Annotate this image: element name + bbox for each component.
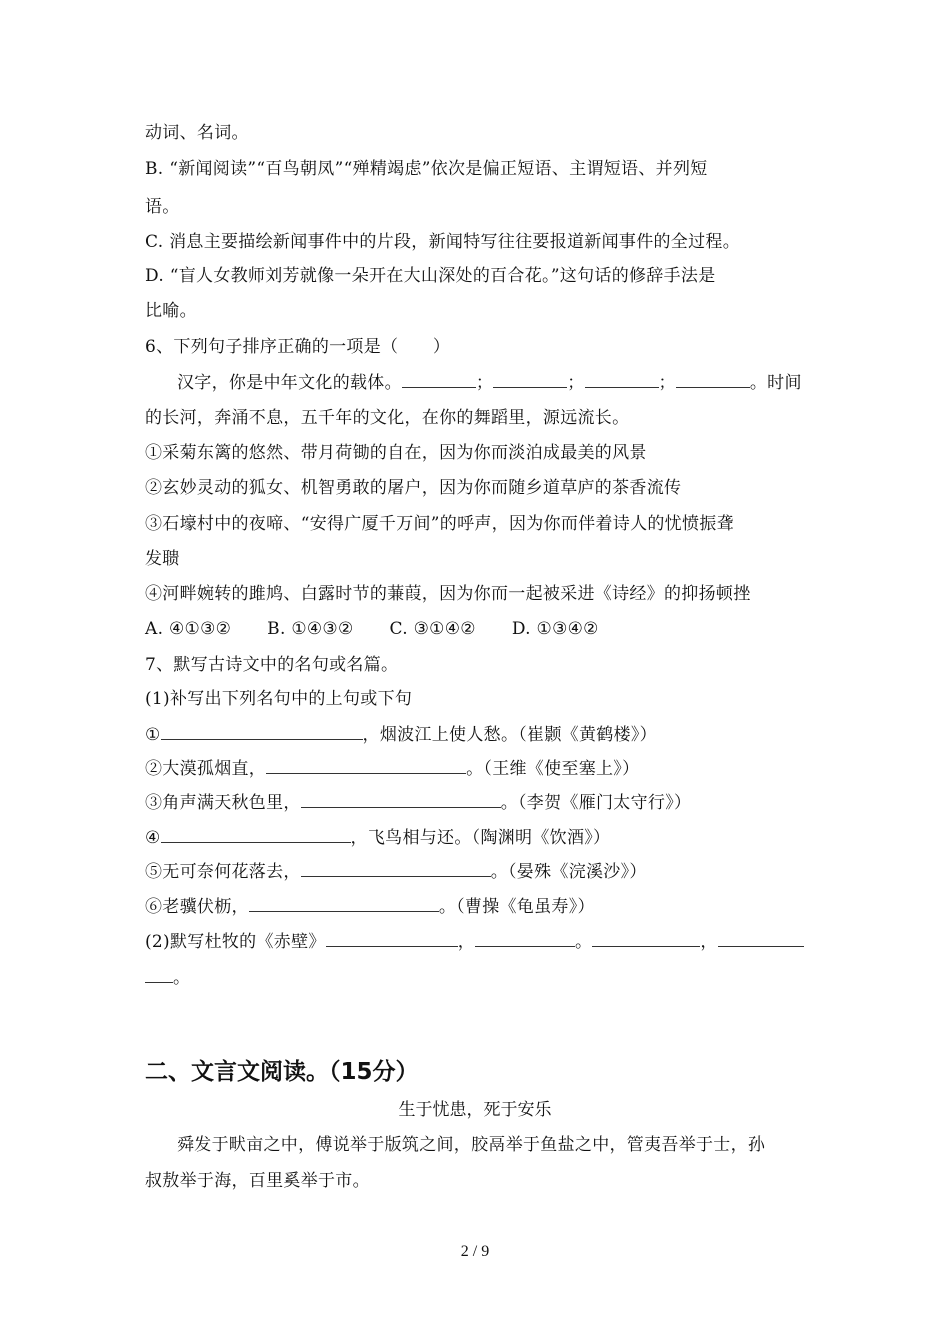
- answer-blank: [585, 371, 659, 388]
- item-marker: ④: [145, 828, 161, 848]
- text-line: 比喻。: [145, 301, 197, 321]
- stem-text: 汉字，你是中年文化的载体。: [177, 373, 402, 393]
- punct: ，: [457, 932, 475, 952]
- poem-fill-1: [145, 723, 657, 746]
- poem-text: ⑤无可奈何花落去，: [145, 862, 301, 882]
- poem-text: (2)默写杜牧的《赤壁》: [145, 932, 326, 952]
- passage-line-1: 舜发于畎亩之中，傅说举于版筑之间，胶鬲举于鱼盐之中，管夷吾举于士，孙: [177, 1135, 766, 1155]
- option-c-q5: C. 消息主要描绘新闻事件中的片段，新闻特写往往要报道新闻事件的全过程。: [145, 232, 741, 252]
- answer-blank: [161, 826, 351, 843]
- answer-blank: [676, 371, 750, 388]
- poem-fill-5: [145, 860, 647, 883]
- answer-blank: [326, 930, 458, 947]
- question-7: 7、默写古诗文中的名句或名篇。: [145, 655, 399, 675]
- text-line: 动词、名词。: [145, 123, 249, 143]
- passage-title: 生于忧患，死于安乐: [398, 1100, 552, 1120]
- answer-blank: [249, 895, 439, 912]
- poem-text: 。（曹操《龟虽寿》）: [438, 897, 595, 917]
- choice-options: [145, 618, 599, 640]
- answer-blank: [145, 966, 173, 983]
- poem-text: ，烟波江上使人愁。（崔颢《黄鹤楼》）: [362, 725, 657, 745]
- punct: 。: [575, 932, 593, 952]
- item-marker: ①: [145, 725, 161, 745]
- separator: ；: [567, 373, 585, 393]
- poem-fill-chibi-end: [145, 966, 190, 989]
- question-6-stem: [177, 371, 802, 394]
- option-b: B. ①④③②: [267, 619, 354, 639]
- poem-fill-4: [145, 826, 610, 849]
- sub-question-1: (1)补写出下列名句中的上句或下句: [145, 689, 413, 709]
- sentence-3: ③石壕村中的夜啼、“安得广厦千万间”的呼声，因为你而伴着诗人的忧愤振聋: [145, 514, 734, 534]
- poem-text: ，飞鸟相与还。（陶渊明《饮酒》）: [350, 828, 611, 848]
- poem-text: 。（王维《使至塞上》）: [466, 759, 640, 779]
- answer-blank: [301, 860, 491, 877]
- poem-text: ②大漠孤烟直，: [145, 759, 267, 779]
- sentence-1: ①采菊东篱的悠然、带月荷锄的自在，因为你而淡泊成最美的风景: [145, 443, 647, 463]
- option-b-q5: B. “新闻阅读”“百鸟朝凤”“殚精竭虑”依次是偏正短语、主谓短语、并列短: [145, 159, 708, 179]
- poem-text: ③角声满天秋色里，: [145, 793, 301, 813]
- passage-line-2: 叔敖举于海，百里奚举于市。: [145, 1171, 370, 1191]
- poem-text: 。（晏殊《浣溪沙》）: [490, 862, 647, 882]
- punct: ，: [700, 932, 718, 952]
- question-6: 6、下列句子排序正确的一项是（ ）: [145, 337, 451, 357]
- option-d-q5: D. “盲人女教师刘芳就像一朵开在大山深处的百合花。”这句话的修辞手法是: [145, 266, 716, 286]
- poem-fill-3: [145, 791, 691, 814]
- poem-fill-chibi: [145, 930, 804, 953]
- answer-blank: [301, 791, 501, 808]
- option-c: C. ③①④②: [389, 619, 476, 639]
- answer-blank: [718, 930, 804, 947]
- poem-text: ⑥老骥伏枥，: [145, 897, 249, 917]
- answer-blank: [161, 723, 363, 740]
- option-d: D. ①③④②: [511, 619, 599, 639]
- option-a: A. ④①③②: [145, 619, 232, 639]
- separator: ；: [475, 373, 494, 393]
- sentence-4: ④河畔婉转的雎鸠、白露时节的蒹葭，因为你而一起被采进《诗经》的抑扬顿挫: [145, 584, 751, 604]
- punct: 。: [173, 968, 191, 988]
- answer-blank: [266, 757, 466, 774]
- poem-text: 。（李贺《雁门太守行》）: [500, 793, 692, 813]
- answer-blank: [493, 371, 567, 388]
- answer-blank: [402, 371, 476, 388]
- answer-blank: [592, 930, 700, 947]
- page-number: 2 / 9: [460, 1243, 490, 1260]
- stem-end: 。时间: [749, 373, 802, 393]
- text-line: 的长河，奔涌不息，五千年的文化，在你的舞蹈里，源远流长。: [145, 408, 630, 428]
- poem-fill-6: [145, 895, 595, 918]
- section-heading: 二、文言文阅读。（15分）: [145, 1059, 419, 1085]
- sentence-2: ②玄妙灵动的狐女、机智勇敢的屠户，因为你而随乡道草庐的茶香流传: [145, 478, 682, 498]
- poem-fill-2: [145, 757, 639, 780]
- text-line: 语。: [145, 197, 180, 217]
- answer-blank: [475, 930, 575, 947]
- text-line: 发聩: [145, 549, 180, 569]
- separator: ；: [658, 373, 676, 393]
